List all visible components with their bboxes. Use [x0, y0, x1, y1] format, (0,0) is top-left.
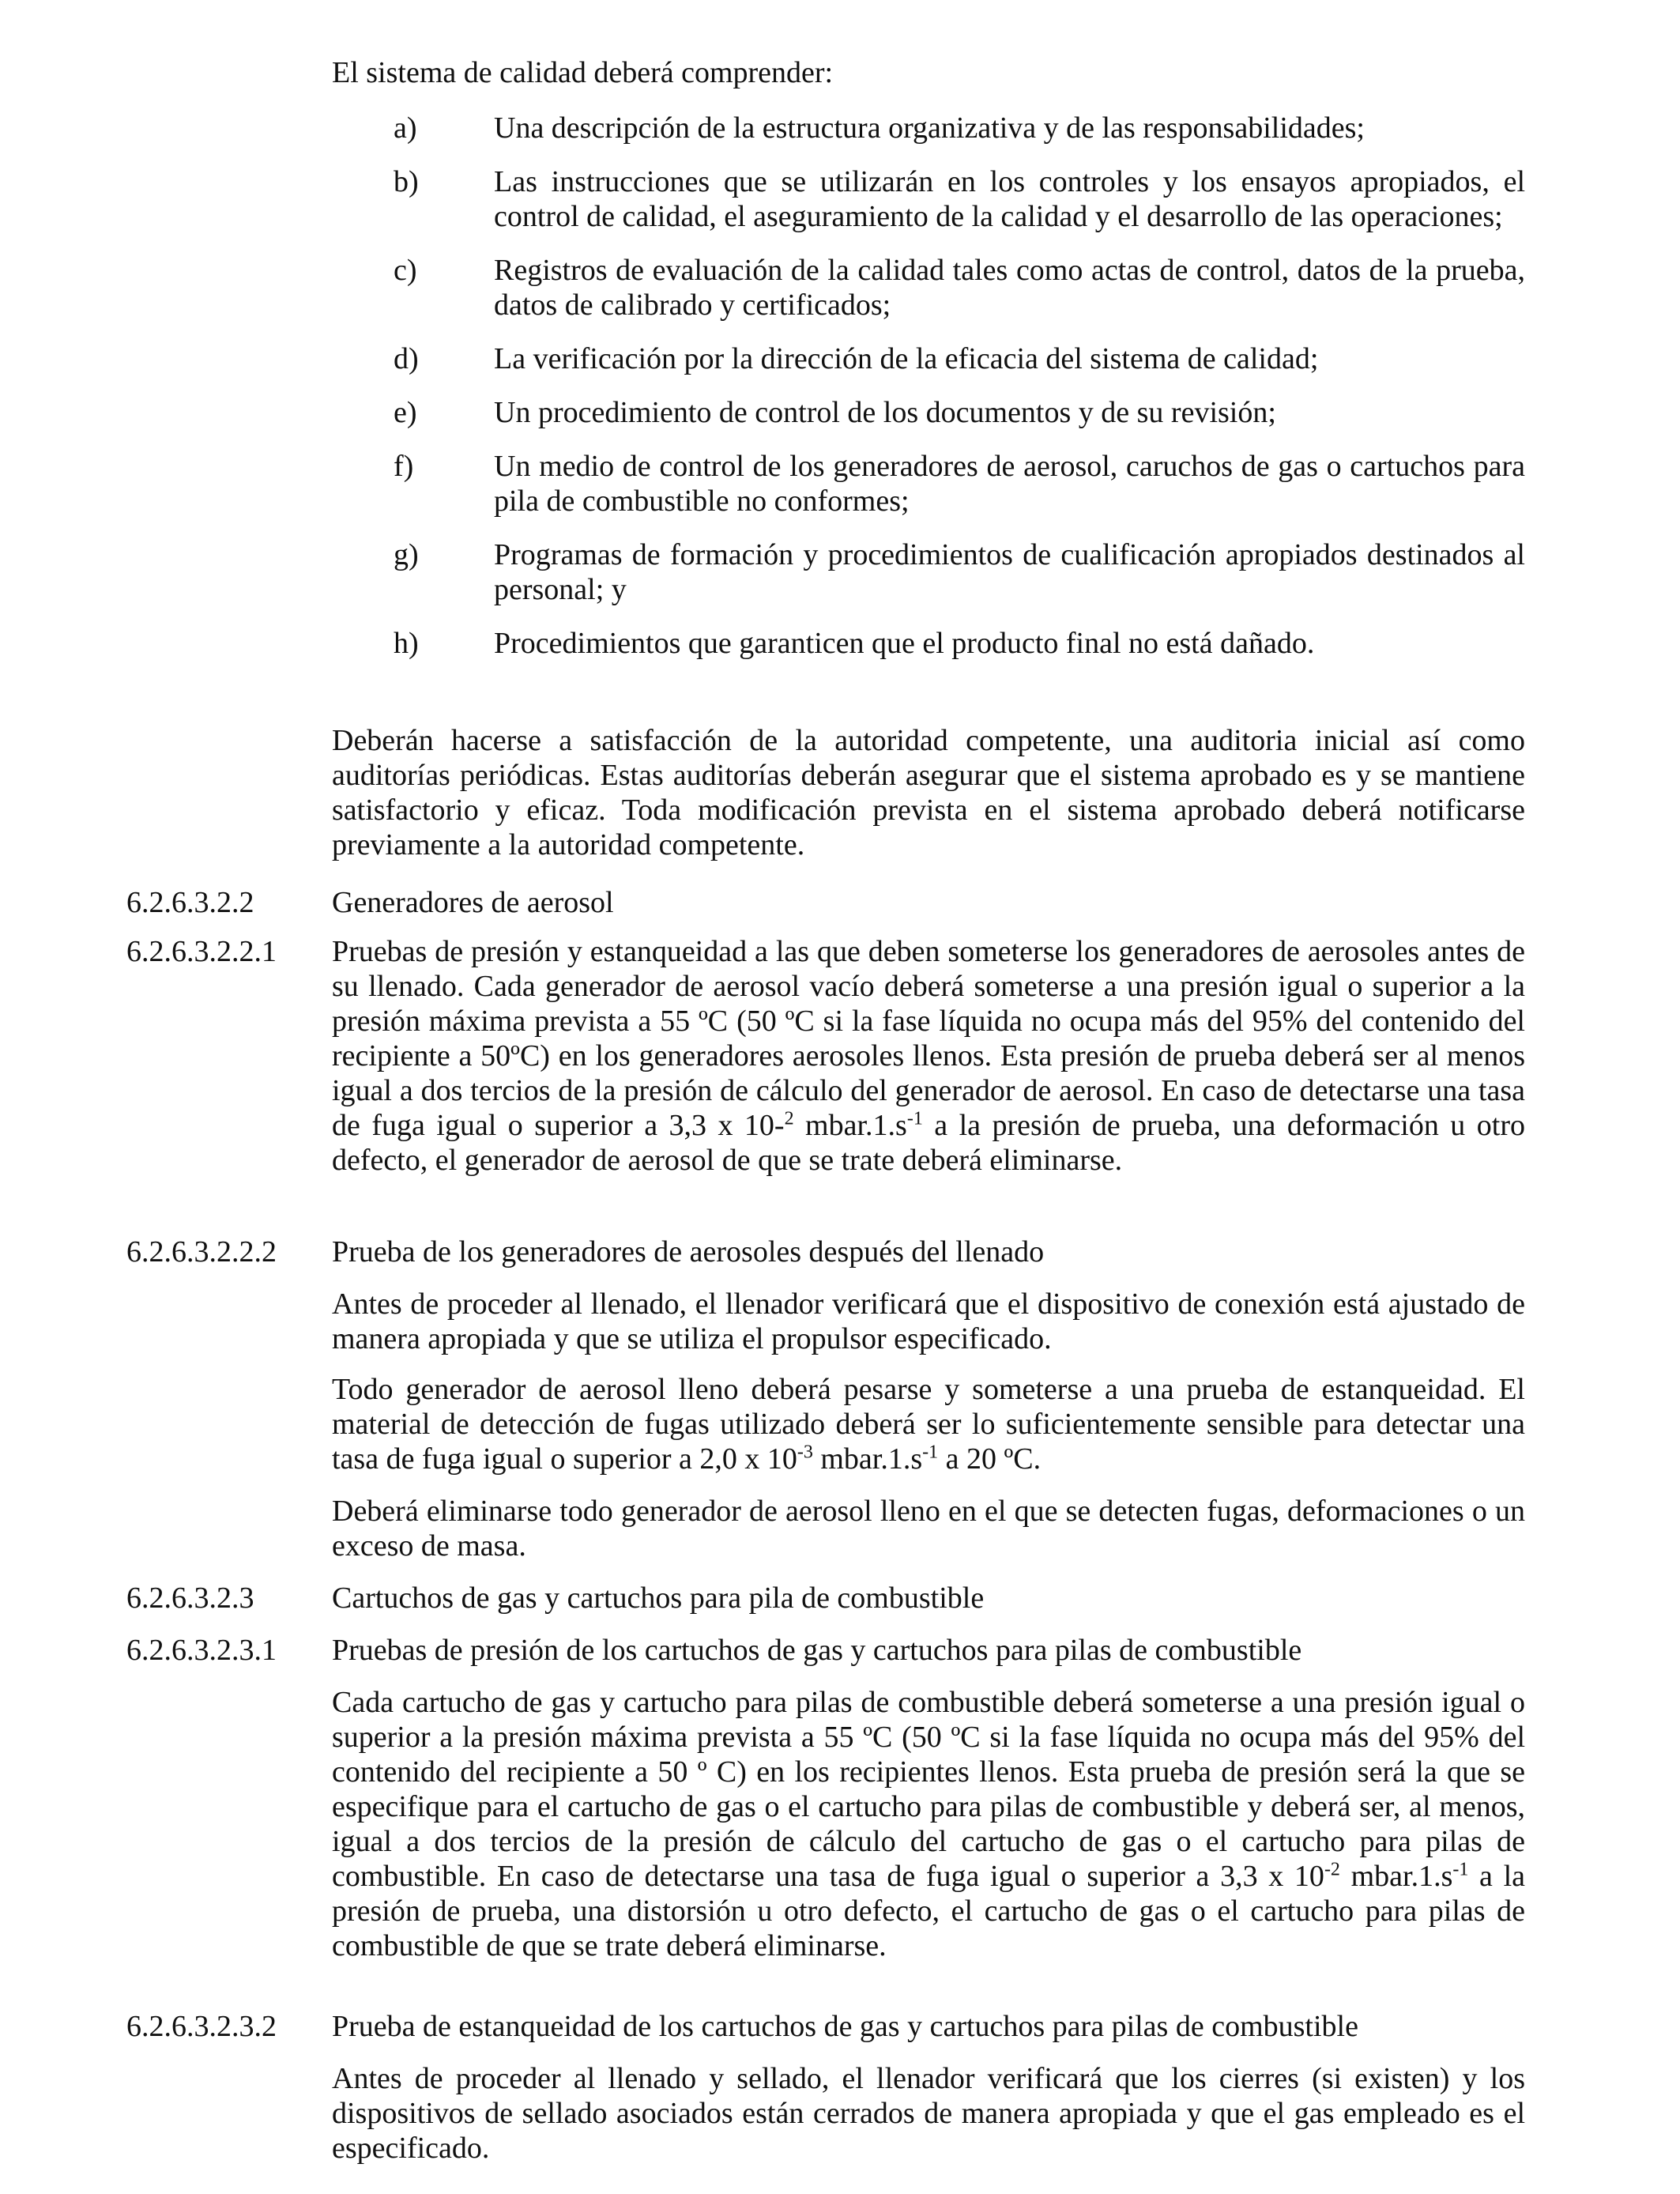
- section-number: 6.2.6.3.2.3.2: [126, 2010, 277, 2043]
- fill-check-paragraph: Antes de proceder al llenado, el llenador verificará que el dispositivo de conexión está ajustado de manera apropiada y que se utiliza el propulsor especificado.: [332, 1287, 1525, 1355]
- requirements-list: [332, 111, 1525, 680]
- list-item-text: Las instrucciones que se utilizarán en los controles y los ensayos apropiados, el control de calidad, el aseguramiento de la calidad y el desarrollo de las operaciones;: [494, 165, 1525, 233]
- list-item-label: d): [394, 342, 419, 375]
- intro-text: El sistema de calidad deberá comprender:: [332, 56, 834, 89]
- list-item: [332, 164, 1525, 234]
- list-item-label: a): [394, 111, 417, 145]
- section-heading: Generadores de aerosol: [332, 886, 614, 919]
- section-heading: Cartuchos de gas y cartuchos para pila de combustible: [332, 1581, 985, 1615]
- list-item: [332, 449, 1525, 518]
- section-number: 6.2.6.3.2.3: [126, 1581, 254, 1615]
- list-item-text: Procedimientos que garanticen que el producto final no está dañado.: [494, 627, 1315, 660]
- cartridge-seal-paragraph: Antes de proceder al llenado y sellado, el llenador verificará que los cierres (si existen) y los dispositivos de sellado asociados están cerrados de manera apropiada y que el gas empleado es el especificado.: [332, 2062, 1525, 2165]
- list-item: [332, 395, 1525, 430]
- list-item: [332, 111, 1525, 145]
- section-heading: Pruebas de presión de los cartuchos de gas y cartuchos para pilas de combustible: [332, 1634, 1302, 1667]
- list-item-text: Un procedimiento de control de los documentos y de su revisión;: [494, 396, 1276, 429]
- section-heading: Prueba de estanqueidad de los cartuchos de gas y cartuchos para pilas de combustible: [332, 2010, 1358, 2043]
- section-number: 6.2.6.3.2.3.1: [126, 1634, 277, 1667]
- rejection-paragraph: Deberá eliminarse todo generador de aerosol lleno en el que se detecten fugas, deformaciones o un exceso de masa.: [332, 1495, 1525, 1563]
- list-item-label: f): [394, 450, 414, 483]
- list-item-label: c): [394, 254, 417, 287]
- list-item-text: Programas de formación y procedimientos de cualificación apropiados destinados al personal; y: [494, 538, 1525, 606]
- list-item-text: Un medio de control de los generadores de aerosol, caruchos de gas o cartuchos para pila de combustible no conformes;: [494, 450, 1525, 518]
- pressure-test-paragraph: Pruebas de presión y estanqueidad a las que deben someterse los generadores de aerosoles antes de su llenado. Cada generador de aerosol vacío deberá someterse a una presión igual o superior a la presión máxima prevista a 55 ºC (50 ºC si la fase líquida no ocupa más del 95% del contenido del recipiente a 50ºC) en los generadores aerosoles llenos. Esta presión de prueba deberá ser al menos igual a dos tercios de la presión de cálculo del generador de aerosol. En caso de detectarse una tasa de fuga igual o superior a 3,3 x 10-$^2$ $mbar.1.s^{-1}$ a la presión de prueba, una deformación u otro defecto, el generador de aerosol de que se trate deberá eliminarse.: [332, 935, 1525, 1177]
- list-item-label: e): [394, 396, 417, 429]
- list-item: [332, 537, 1525, 607]
- section-heading: Prueba de los generadores de aerosoles después del llenado: [332, 1235, 1045, 1269]
- cartridge-pressure-paragraph: Cada cartucho de gas y cartucho para pilas de combustible deberá someterse a una presión igual o superior a la presión máxima prevista a 55 ºC (50 ºC si la fase líquida no ocupa más del 95% del contenido del recipiente a 50 º C) en los recipientes llenos. Esta prueba de presión será la que se especifique para el cartucho de gas o el cartucho para pilas de combustible y deberá ser, al menos, igual a dos tercios de la presión de cálculo del cartucho de gas o el cartucho para pilas de combustible. En caso de detectarse una tasa de fuga igual o superior a 3,3 x $10^{-2}$ $mbar.1.s^{-1}$ a la presión de prueba, una distorsión u otro defecto, el cartucho de gas o el cartucho para pilas de combustible de que se trate deberá eliminarse.: [332, 1686, 1525, 1962]
- section-number: 6.2.6.3.2.2.2: [126, 1235, 277, 1269]
- list-item-label: b): [394, 165, 419, 198]
- list-item-label: h): [394, 627, 419, 660]
- list-item-text: La verificación por la dirección de la eficacia del sistema de calidad;: [494, 342, 1319, 375]
- list-item-text: Registros de evaluación de la calidad tales como actas de control, datos de la prueba, datos de calibrado y certificados;: [494, 254, 1525, 322]
- list-item: [332, 253, 1525, 322]
- leak-test-paragraph: Todo generador de aerosol lleno deberá pesarse y someterse a una prueba de estanqueidad. El material de detección de fugas utilizado deberá ser lo suficientemente sensible para detectar una tasa de fuga igual o superior a 2,0 x $10^{-3}$ $mbar.1.s^{-1}$ a 20 ºC.: [332, 1373, 1525, 1476]
- list-item-text: Una descripción de la estructura organizativa y de las responsabilidades;: [494, 111, 1365, 145]
- list-item-label: g): [394, 538, 419, 571]
- section-number: 6.2.6.3.2.2.1: [126, 935, 277, 968]
- section-number: 6.2.6.3.2.2: [126, 886, 254, 919]
- audit-paragraph: Deberán hacerse a satisfacción de la autoridad competente, una auditoria inicial así como auditorías periódicas. Estas auditorías deberán asegurar que el sistema aprobado es y se mantiene satisfactorio y eficaz. Toda modificación prevista en el sistema aprobado deberá notificarse previamente a la autoridad competente.: [332, 724, 1525, 861]
- list-item: [332, 341, 1525, 376]
- list-item: [332, 626, 1525, 661]
